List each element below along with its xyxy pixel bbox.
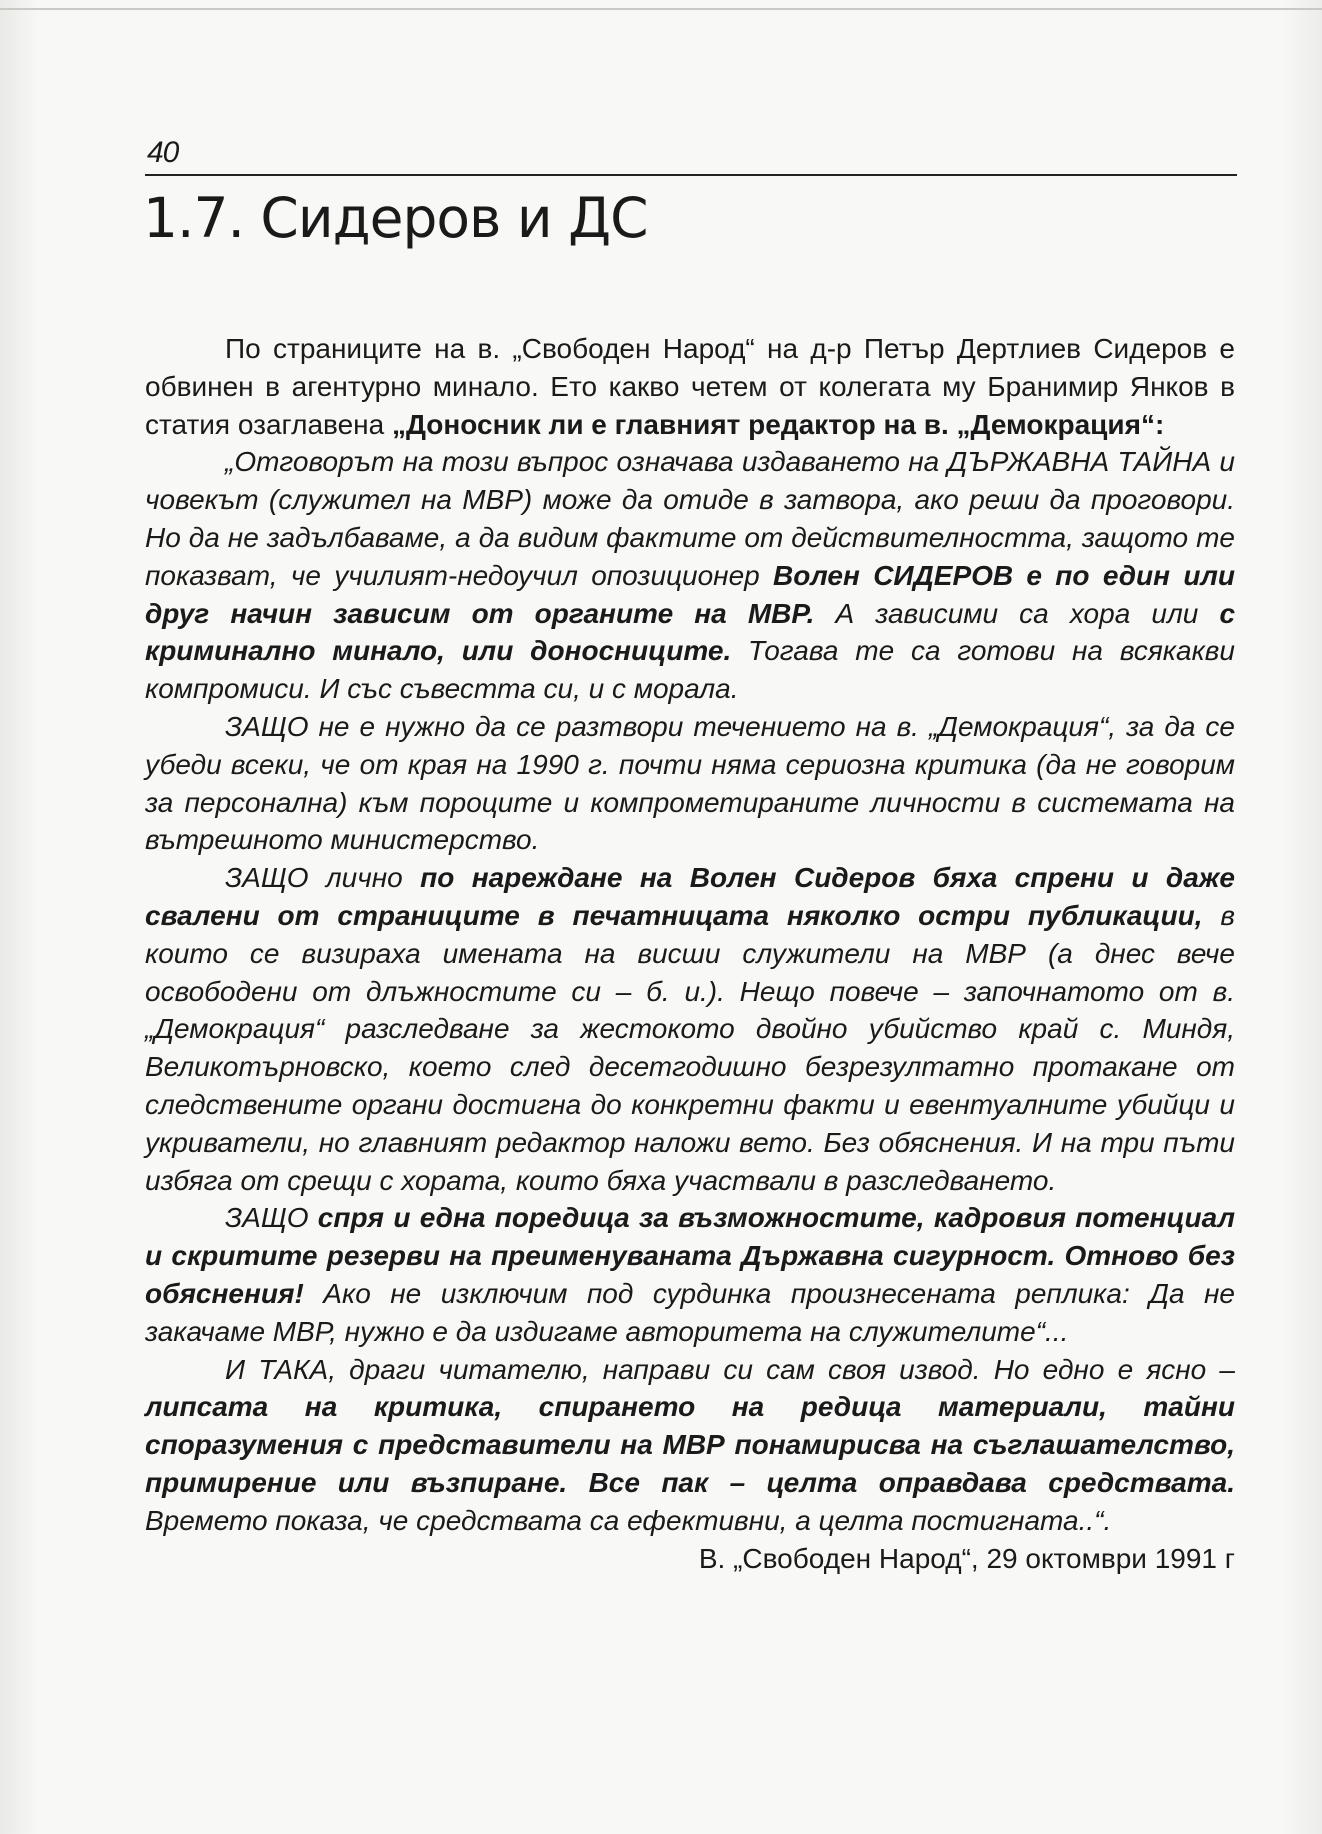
quote-emphasis: с криминално минало, или доносниците. [145,597,1236,667]
quote-emphasis: по нареждане на Волен Сидеров бяха спрени и даже свалени от страниците в печатницата няколко остри публикации, [145,862,1235,931]
quote-paragraph-3 [145,859,1235,1199]
quote-text: ЗАЩО [225,1202,318,1234]
quote-text: И ТАКА, драги читателю, направи си сам своя извод. Но едно е ясно – [225,1353,1235,1385]
quote-text: в които се визираха имената на висши служители на МВР (а днес вече освободени от длъжностите си – б. и.). Нещо повече – започнатото от в. „Демокрация“ разследване за жестокото двойно убийство край с. Миндя, Великотърновско, което след десетгодишно безрезултатно протакане от следствените органи достигна до конкретни факти и евентуалните убийци и укриватели, но главният редактор наложи вето. Без обяснения. И на три пъти избяга от срещи с хората, които бяха участвали в разследването. [145,899,1235,1196]
article-headline: „Доносник ли е главният редактор на в. „Демокрация“: [392,408,1165,440]
section-title: 1.7. Сидеров и ДС [143,186,648,250]
quote-text: Времето показа, че средствата са ефективни, а целта постигната..“. [145,1504,1112,1536]
quote-emphasis: спря и една поредица за възможностите, кадровия потенциал и скритите резерви на преименуваната Държавна сигурност. Отново без обяснения! [145,1202,1235,1309]
quote-text: ЗАЩО лично [225,862,421,894]
quote-paragraph-4 [145,1199,1235,1350]
quote-text: Ако не изключим под сурдинка произнесената реплика: Да не закачаме МВР, нужно е да издигаме авторитета на служителите“... [145,1277,1235,1347]
quote-source: В. „Свободен Народ“, 29 октомври 1991 г [698,1542,1235,1574]
scan-edge-line [0,8,1322,10]
intro-text: По страниците на в. „Свободен Народ“ на д-р Петър Дертлиев Сидеров е обвинен в агентурно минало. Ето какво четем от колегата му Бранимир Янков в статия озаглавена [145,333,1235,440]
quote-text: „Отговорът на този въпрос означава издаването на ДЪРЖАВНА ТАЙНА и човекът (служител на МВР) може да отиде в затвора, ако реши да проговори. Но да не задълбаваме, а да видим фактите от действителността, защото те показват, че училият-недоучил опозиционер [145,446,1235,591]
body-text [145,330,1235,1577]
intro-paragraph [145,330,1235,443]
page-number: 40 [147,136,179,169]
quote-paragraph-5 [145,1351,1235,1540]
quote-text: А зависими са хора или [814,597,1220,629]
quote-paragraph-2: ЗАЩО не е нужно да се разтвори течението на в. „Демокрация“, за да се убеди всеки, че от края на 1990 г. почти няма сериозна критика (да не говорим за персонална) към пороците и компрометираните личности в системата на вътрешното министерство. [145,710,1235,856]
quote-emphasis: Волен СИДЕРОВ е по един или друг начин зависим от органите на МВР. [145,559,1235,629]
header-rule [145,174,1237,176]
quote-emphasis: липсата на критика, спирането на редица материали, тайни споразумения с представители на МВР понамирисва на съглашателство, примирение или възпиране. Все пак – целта оправдава средствата. [145,1391,1235,1498]
quote-text: Тогава те са готови на всякакви компромиси. И със съвестта си, и с морала. [145,635,1235,705]
quote-paragraph-1 [145,443,1235,708]
